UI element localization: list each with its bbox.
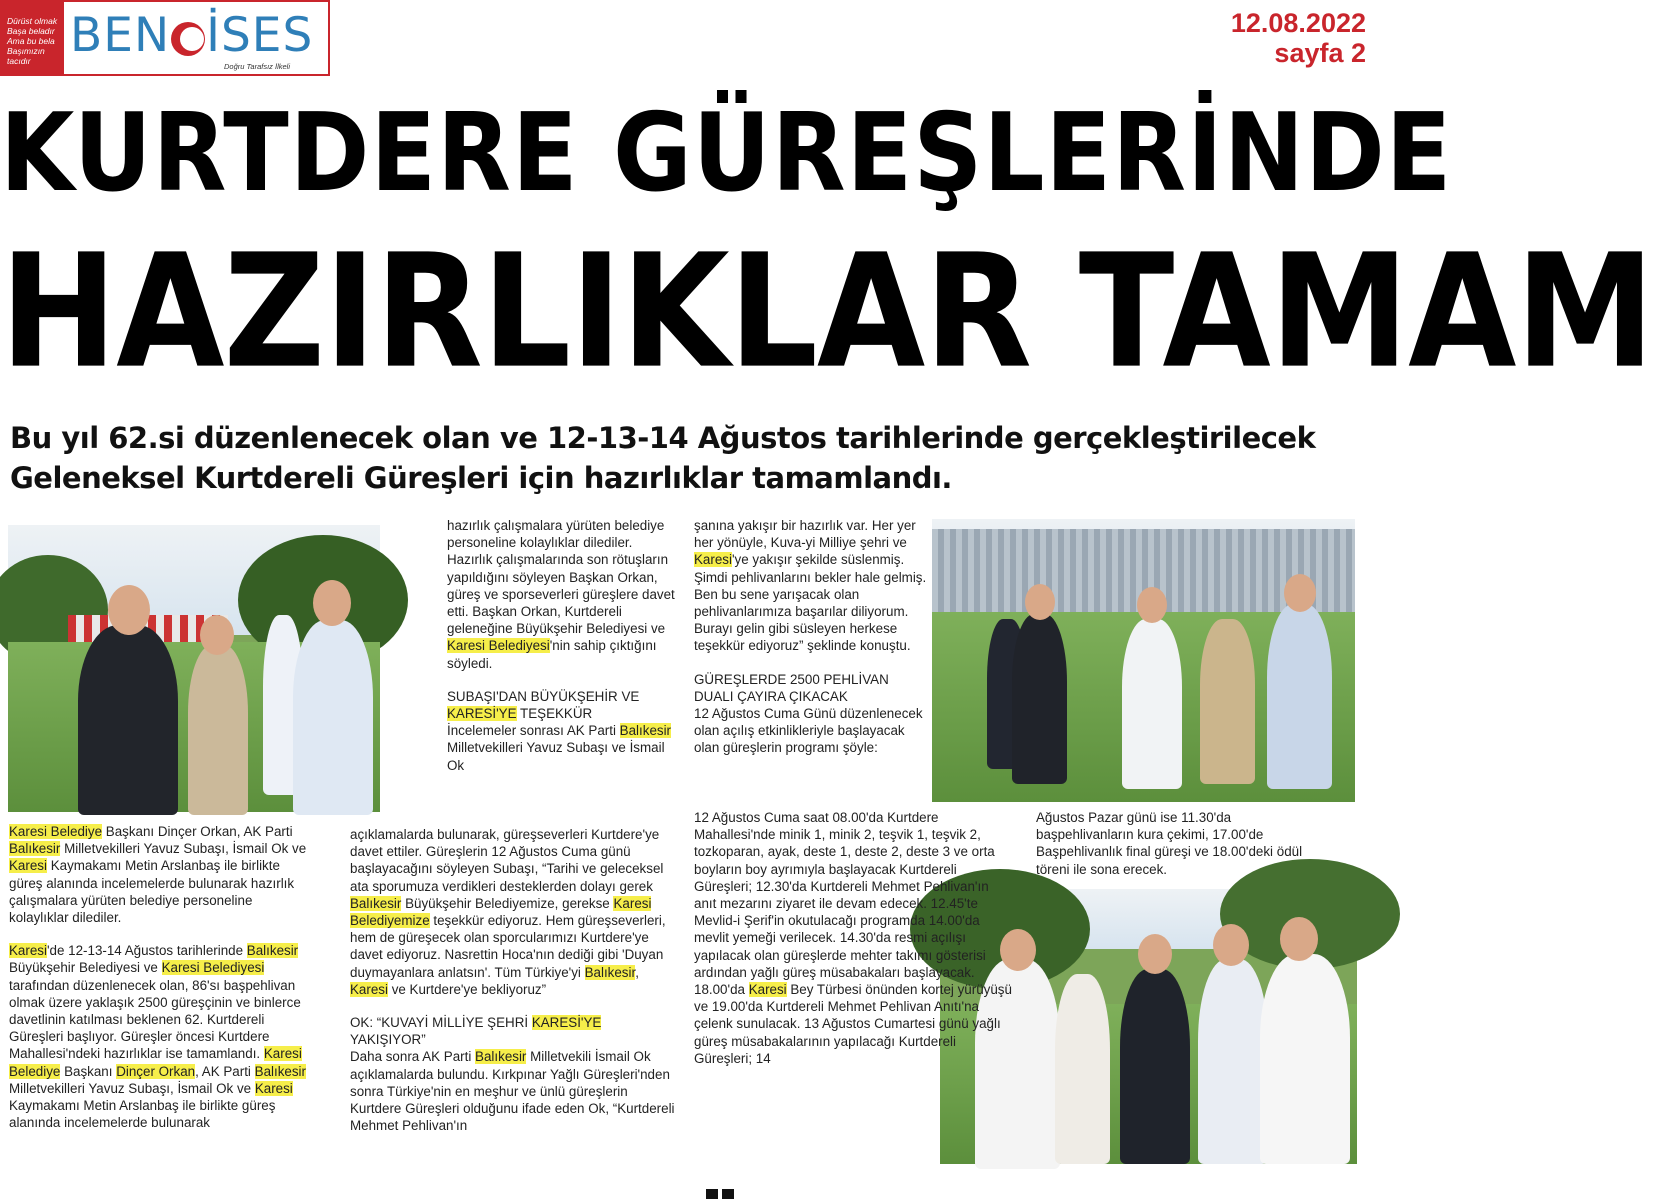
logo-motto-panel [2,2,64,74]
text-run: ve Kurtdere'ye bekliyoruz” [387,981,547,997]
highlighted-text: Balıkesir [254,1063,306,1079]
highlighted-text: KARESİ'YE [447,706,517,722]
highlighted-text: KARESİ'YE [531,1015,602,1031]
article-paragraph [694,809,1012,1067]
section-heading [694,671,930,705]
highlighted-text: Dinçer Orkan [116,1063,196,1079]
article-paragraph [9,942,314,1131]
headline-line-1: KURTDERE GÜREŞLERİNDE [0,90,1453,216]
text-run: , [635,964,639,980]
page-number: sayfa 2 [1274,38,1366,68]
text-run: Başkanı Dinçer Orkan, AK Parti [102,824,293,839]
headline-line-2: HAZIRLIKLAR TAMAM [0,221,1654,404]
photo-officials-field [8,525,380,812]
issue-date-text: 12.08.2022 [1230,8,1366,38]
column-4 [1036,809,1326,878]
highlighted-text: Karesi Belediye [9,1046,302,1079]
highlighted-text: Karesi Belediyesi [447,638,550,654]
column-3-wide [694,809,1012,1067]
text-run: OK: “KUVAYİ MİLLİYE ŞEHRİ [350,1015,532,1031]
text-run: şanına yakışır bir hazırlık var. Her yer her yönüyle, Kuva-yi Milliye şehri ve [694,518,916,551]
photo-caption [9,823,314,926]
highlighted-text: Karesi [694,552,732,568]
highlighted-text: Karesi [748,982,787,998]
text-run: teşekkür ediyoruz. Hem güreşseverleri, hem de güreşecek olan sporcularımızı Kurtdere'ye davet ediyoruz. Nasrettin Hoca'nın dediği gibi 'Duyan duymayanlara anlatsın'. Tüm Türkiye'yi [350,913,666,980]
text-run: Kaymakamı Metin Arslanbaş ile birlikte güreş alanında incelemelerde bulunarak [9,1098,276,1131]
text-run: , AK Parti [195,1063,255,1079]
text-run: 'ye yakışır şekilde süslenmiş. Şimdi pehlivanlarını bekler hale gelmiş. Ben bu sene yarışacak olan pehlivanlarımıza başarılar diliyorum. Burayı gelin gibi süsleyen herkese teşekkür ediyoruz” şeklinde konuştu. [694,552,927,654]
text-run: Kaymakamı Metin Arslanbaş ile birlikte güreş alanında incelemelerde bulunarak hazırlık çalışmalara yürüten belediye personeline kolaylıklar dilediler. [9,858,295,926]
text-run: Başkanı [60,1063,117,1079]
highlighted-text: Balıkesir [350,895,402,911]
logo-motto-line: Dürüst olmak [7,16,58,26]
section-heading [447,688,677,722]
text-run: GÜREŞLERDE 2500 PEHLİVAN DUALI ÇAYIRA ÇIKACAK [694,671,889,704]
subheadline: Bu yıl 62.si düzenlenecek olan ve 12-13-14 Ağustos tarihlerinde gerçekleştirilecek Geleneksel Kurtdereli Güreşleri için hazırlıklar tamamlandı. [10,421,1316,495]
text-run: Milletvekilleri Yavuz Subaşı, İsmail Ok ve [60,841,307,857]
text-run: Milletvekili İsmail Ok açıklamalarda bulundu. Kırkpınar Yağlı Güreşleri'nden sonra Türkiye'nin en meşhur ve ünlü güreşlerin Kurtdere Güreşleri olduğunu ifade eden Ok, “Kurtdereli Mehmet Pehlivan'ın [350,1049,675,1134]
text-run: Bey Türbesi önünden kortej yürüyüşü ve 19.00'da Kurtdereli Mehmet Pehlivan Anıtı'na çelenk sunulacak. 13 Ağustos Cumartesi günü yağlı güreş müsabakalarının yapılacağı Kurtdereli Güreşleri; 14 [694,982,1012,1066]
logo-slogan: Doğru Tarafsız İlkeli [224,62,290,71]
text-run: tarafından düzenlenecek olan, 86'sı başpehlivan olmak üzere yaklaşık 2500 güreşçinin ve binlerce davetlinin katılması beklenen 62. Kurtdereli Güreşleri başlıyor. Güreşler öncesi Kurtdere Mahallesi'ndeki hazırlıklar ise tamamlandı. [9,977,301,1062]
text-run: İncelemeler sonrası AK Parti [447,723,620,739]
column-3 [694,517,930,757]
text-run: Hazırlık çalışmalarında son rötuşların yapıldığını söyleyen Başkan Orkan, güreş ve sporseverleri güreşlere davet etti. Başkan Orkan, Kurtdereli geleneğine Büyükşehir Belediyesi ve [447,552,675,637]
text-run: 12 Ağustos Cuma saat 08.00'da Kurtdere Mahallesi'nde minik 1, minik 2, teşvik 1, teşvik 2, tozkoparan, ayak, deste 1, deste 2, deste 3 ve orta boyların boy ayrımıyla başlayacak Kurtdereli Güreşleri; 12.30'da Kurtdereli Mehmet Pehlivan'ın anıt mezarını ziyaret ile devam edecek. 12.45'te Mevlid-i Şerif'in okutulacağı programda 14.00'da mevlit yemeği verilecek. 14.30'da resmi açılışı yapılacak olan güreşlerde mehter takımı gösterisi ardından yağlı güreş müsabakaları başlayacak. 18.00'da [694,810,995,998]
article-paragraph [447,551,677,671]
crescent-icon [171,22,205,56]
photo-officials-walking [932,519,1355,802]
text-run: Ağustos Pazar günü ise 11.30'da başpehlivanların kura çekimi, 17.00'de Başpehlivanlık final güreşi ve 18.00'deki ödül töreni ile sona erecek. [1036,810,1303,877]
highlighted-text: Balıkesir [584,964,636,980]
logo-motto-line: Ama bu bela [7,36,55,46]
article-paragraph [694,517,930,655]
highlighted-text: Karesi [9,858,47,874]
text-run: YAKIŞIYOR” [350,1032,426,1048]
highlighted-text: Karesi [350,981,388,997]
article-paragraph [447,722,677,774]
article-paragraph [350,826,675,998]
column-2-top [447,517,677,774]
text-run: Büyükşehir Belediyesi ve [9,960,162,976]
highlighted-text: Balıkesir [9,841,61,857]
column-2-bottom [350,826,675,1134]
text-run: SUBAŞI'DAN BÜYÜKŞEHİR VE [447,688,640,704]
text-run: açıklamalarda bulunarak, güreşseverleri Kurtdere'ye davet ettiler. Güreşlerin 12 Ağustos Cuma günü başlayacağını söyleyen Subaşı, “Tarihi ve geleceksel ata sporumuza verdikleri desteklerden dolayı gerek [350,827,664,894]
text-run: 12 Ağustos Cuma Günü düzenlenecek olan açılış etkinlikleriyle başlayacak olan güreşlerin programı şöyle: [694,706,923,756]
text-run: hazırlık çalışmalara yürüten belediye personeline kolaylıklar dilediler. [447,518,665,551]
highlighted-text: Balıkesir [246,943,299,959]
article-paragraph [694,705,930,757]
masthead-logo [0,0,330,76]
text-run: 'nin sahip çıktığını söyledi. [447,638,657,671]
logo-motto-line: Başa beladır [7,26,55,36]
text-run: 'de 12-13-14 Ağustos tarihlerinde [46,943,247,959]
highlighted-text: Karesi Belediye [9,824,103,839]
logo-motto-line: Başımızın tacıdır [7,46,45,66]
article-paragraph [447,517,677,551]
text-run: TEŞEKKÜR [516,706,593,722]
column-1 [9,823,314,1131]
logo-wordmark: BEN İSES [70,8,314,63]
highlighted-text: Karesi [254,1080,293,1096]
highlighted-text: Karesi Belediyemize [350,895,652,929]
article-paragraph [350,1048,675,1134]
highlighted-text: Balıkesir [475,1049,527,1065]
highlighted-text: Karesi [9,943,47,959]
continuation-marker [706,1186,738,1196]
section-heading [350,1014,675,1048]
text-run: Daha sonra AK Parti [350,1049,476,1065]
text-run: Milletvekilleri Yavuz Subaşı, İsmail Ok ve [9,1080,255,1096]
text-run: Milletvekilleri Yavuz Subaşı ve İsmail Ok [447,740,665,773]
text-run: Büyükşehir Belediyemize, gerekse [401,895,614,911]
highlighted-text: Karesi Belediyesi [161,960,265,976]
issue-date [1231,8,1366,68]
highlighted-text: Balıkesir [619,723,672,739]
article-paragraph [1036,809,1326,878]
